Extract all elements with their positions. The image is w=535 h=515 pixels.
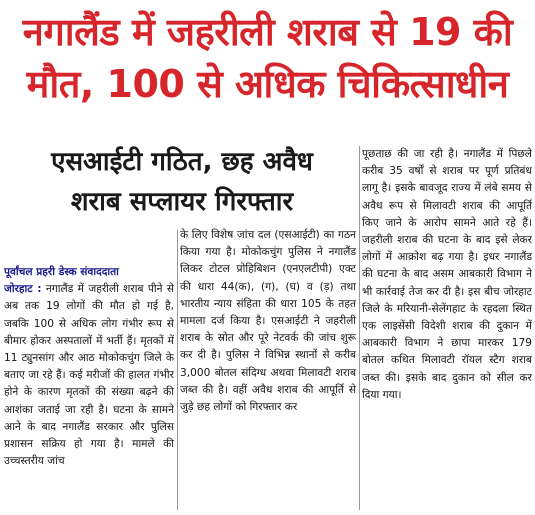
headline-line-2: मौत, 100 से अधिक चिकित्साधीन (26, 62, 509, 106)
headline-line-1: नगालैंड में जहरीली शराब से 19 की (22, 10, 513, 54)
byline: पूर्वांचल प्रहरी डेस्क संवाददाता (4, 266, 119, 278)
column-3-text: पूछताछ की जा रही है। नगालैंड में पिछले करीब 35 वर्षों से शराब पर पूर्ण प्रतिबंध लागू है। इसके बावजूद राज्य में लंबे समय से अवैध रूप से मिलावटी शराब की आपूर्ति किए जाने के आरोप सामने आते रहे हैं। जहरीली शराब की घटना के बाद इसे लेकर लोगों में आक्रोश बढ़ गया है। इधर नगालैंड की घटना के बाद असम आबकारी विभाग ने भी कार्रवाई तेज कर दी है। इस बीच जोरहाट जिले के मरियानी-सेलेंगहाट के रहदला स्थित एक लाइसेंसी विदेशी शराब की दुकान में आबकारी विभाग ने छापा मारकर 179 बोतल कथित मिलावटी रॉयल स्टैग शराब जब्त की। इसके बाद दुकान को सील कर दिया गया। (362, 148, 532, 401)
subheadline-line-2: शराब सप्लायर गिरफ्तार (70, 187, 294, 217)
article-column-2 (180, 227, 356, 513)
column-2-text: के लिए विशेष जांच दल (एसआईटी) का गठन किया गया है। मोकोकचुंग पुलिस ने नगालैंड लिकर टोटल प्रोहिबिशन (एनएलटीपी) एक्ट की धारा 44(क), (ग), (घ) व (ड़) तथा भारतीय न्याय संहिता की धारा 105 के तहत मामला दर्ज किया है। एसआईटी ने जहरीली शराब के स्रोत और पूरे नेटवर्क की जांच शुरू कर दी है। पुलिस ने विभिन्न स्थानों से करीब 3,000 बोतल संदिग्ध अथवा मिलावटी शराब जब्त की है। वहीं अवैध शराब की आपूर्ति से जुड़े छह लोगों को गिरफ्तार कर (180, 229, 356, 414)
dateline: जोरहाट : (4, 283, 42, 296)
column-1-text: नगालैंड में जहरीली शराब पीने से अब तक 19 लोगों की मौत हो गई है, जबकि 100 से अधिक लोग गंभीर रूप से बीमार होकर अस्पतालों में भर्ती हैं। मृतकों में 11 ट्युनसांग और आठ मोकोकचुंग जिले के बताए जा रहे हैं। कई मरीजों की हालत गंभीर होने के कारण मृतकों की संख्या बढ़ने की आशंका जताई जा रही है। घटना के सामने आने के बाद नगालैंड सरकार और पुलिस प्रशासन सक्रिय हो गया है। मामले की उच्चस्तरीय जांच (4, 283, 174, 468)
column-divider (177, 230, 178, 510)
headline (0, 0, 535, 124)
column-divider (359, 146, 360, 510)
article-column-3 (362, 146, 532, 513)
subheadline-line-1: एसआईटी गठित, छह अवैध (51, 147, 313, 177)
article-column-1 (4, 264, 174, 512)
